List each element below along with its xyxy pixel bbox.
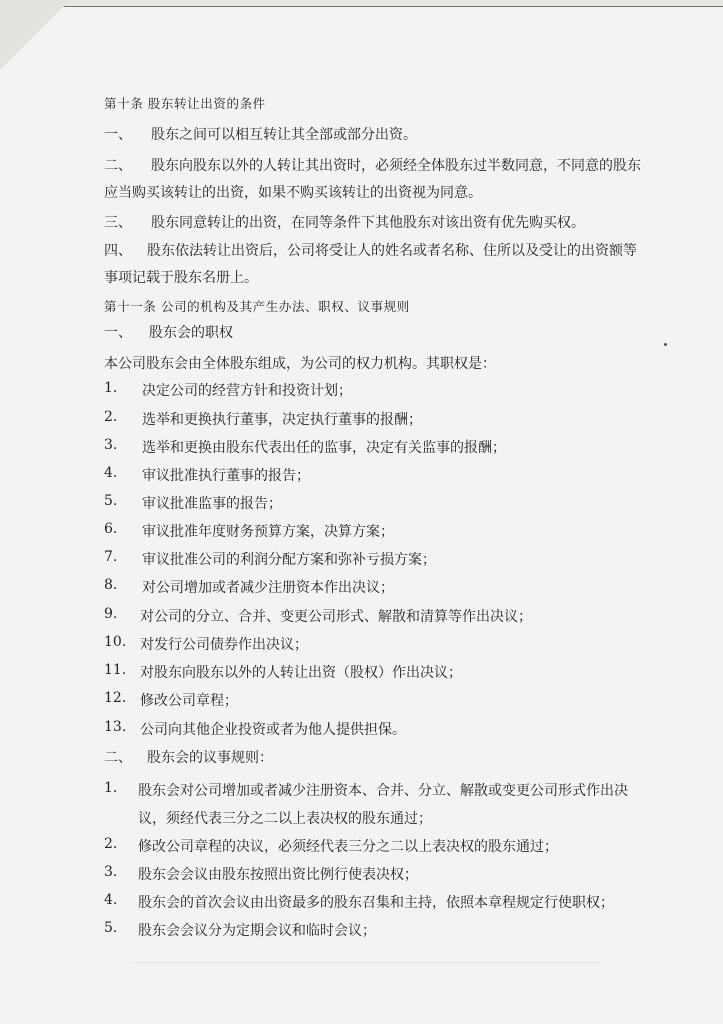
- power-number: 9.: [104, 606, 118, 622]
- power-text: 公司向其他企业投资或者为他人提供担保。: [140, 722, 406, 738]
- power-number: 10.: [104, 634, 127, 650]
- article-10-item-number: 三、: [104, 215, 132, 231]
- power-text: 对发行公司债券作出决议；: [140, 637, 308, 653]
- article-10-item-text: 股东之间可以相互转让其全部或部分出资。: [151, 127, 417, 143]
- rule-number: 2.: [104, 836, 118, 852]
- power-number: 1.: [104, 380, 118, 396]
- article-10-item-text: 股东向股东以外的人转让其出资时，必须经全体股东过半数同意，不同意的股东: [151, 158, 641, 174]
- rule-text: 股东会会议由股东按照出资比例行使表决权；: [138, 867, 418, 883]
- article-10-title: 第十条 股东转让出资的条件: [104, 96, 266, 111]
- section-1-intro: 本公司股东会由全体股东组成，为公司的权力机构。其职权是：: [104, 356, 496, 372]
- rule-continuation: 议，须经代表三分之二以上表决权的股东通过；: [138, 811, 432, 827]
- rule-number: 1.: [104, 780, 118, 796]
- section-1-heading: 股东会的职权: [149, 325, 233, 341]
- power-text: 决定公司的经营方针和投资计划；: [142, 383, 352, 399]
- power-text: 审议批准年度财务预算方案，决算方案；: [142, 524, 394, 540]
- article-10-item-continuation: 事项记载于股东名册上。: [104, 270, 258, 286]
- section-2-heading: 股东会的议事规则：: [147, 750, 273, 766]
- power-number: 13.: [104, 719, 127, 735]
- power-number: 2.: [104, 409, 118, 425]
- power-text: 对公司的分立、合并、变更公司形式、解散和清算等作出决议；: [140, 609, 532, 625]
- scan-speck: [664, 343, 667, 346]
- section-2-number: 二、: [104, 750, 132, 766]
- article-10-item-number: 一、: [104, 127, 132, 143]
- power-text: 审议批准公司的利润分配方案和弥补亏损方案；: [142, 552, 436, 568]
- article-10-item-number: 四、: [104, 243, 132, 259]
- power-text: 选举和更换由股东代表出任的监事，决定有关监事的报酬；: [142, 440, 506, 456]
- rule-text: 股东会会议分为定期会议和临时会议；: [138, 923, 376, 939]
- power-number: 6.: [104, 521, 118, 537]
- power-number: 8.: [104, 577, 118, 593]
- rule-number: 3.: [104, 864, 118, 880]
- scan-bottom-line: [130, 962, 600, 963]
- power-text: 审议批准执行董事的报告；: [142, 468, 310, 484]
- power-text: 修改公司章程；: [140, 693, 238, 709]
- article-10-item-text: 股东依法转让出资后，公司将受让人的姓名或者名称、住所以及受让的出资额等: [147, 243, 637, 259]
- rule-text: 股东会的首次会议由出资最多的股东召集和主持，依照本章程规定行使职权；: [138, 895, 614, 911]
- power-number: 3.: [104, 437, 118, 453]
- rule-text: 股东会对公司增加或者减少注册资本、合并、分立、解散或变更公司形式作出决: [138, 783, 628, 799]
- power-text: 选举和更换执行董事，决定执行董事的报酬；: [142, 412, 422, 428]
- rule-number: 4.: [104, 892, 118, 908]
- article-10-item-number: 二、: [104, 158, 132, 174]
- power-number: 7.: [104, 549, 118, 565]
- power-number: 4.: [104, 465, 118, 481]
- scan-folded-corner: [0, 0, 70, 70]
- article-10-item-continuation: 应当购买该转让的出资，如果不购买该转让的出资视为同意。: [104, 185, 482, 201]
- section-1-number: 一、: [104, 325, 132, 341]
- power-number: 11.: [104, 662, 127, 678]
- article-11-title: 第十一条 公司的机构及其产生办法、职权、议事规则: [104, 299, 410, 314]
- article-10-item-text: 股东同意转让的出资，在同等条件下其他股东对该出资有优先购买权。: [151, 215, 585, 231]
- power-number: 5.: [104, 493, 118, 509]
- rule-number: 5.: [104, 920, 118, 936]
- power-text: 对公司增加或者减少注册资本作出决议；: [142, 580, 394, 596]
- power-text: 审议批准监事的报告；: [142, 496, 282, 512]
- power-text: 对股东向股东以外的人转让出资（股权）作出决议；: [140, 665, 462, 681]
- power-number: 12.: [104, 690, 127, 706]
- rule-text: 修改公司章程的决议，必须经代表三分之二以上表决权的股东通过；: [138, 839, 558, 855]
- scan-top-edge: [60, 0, 723, 7]
